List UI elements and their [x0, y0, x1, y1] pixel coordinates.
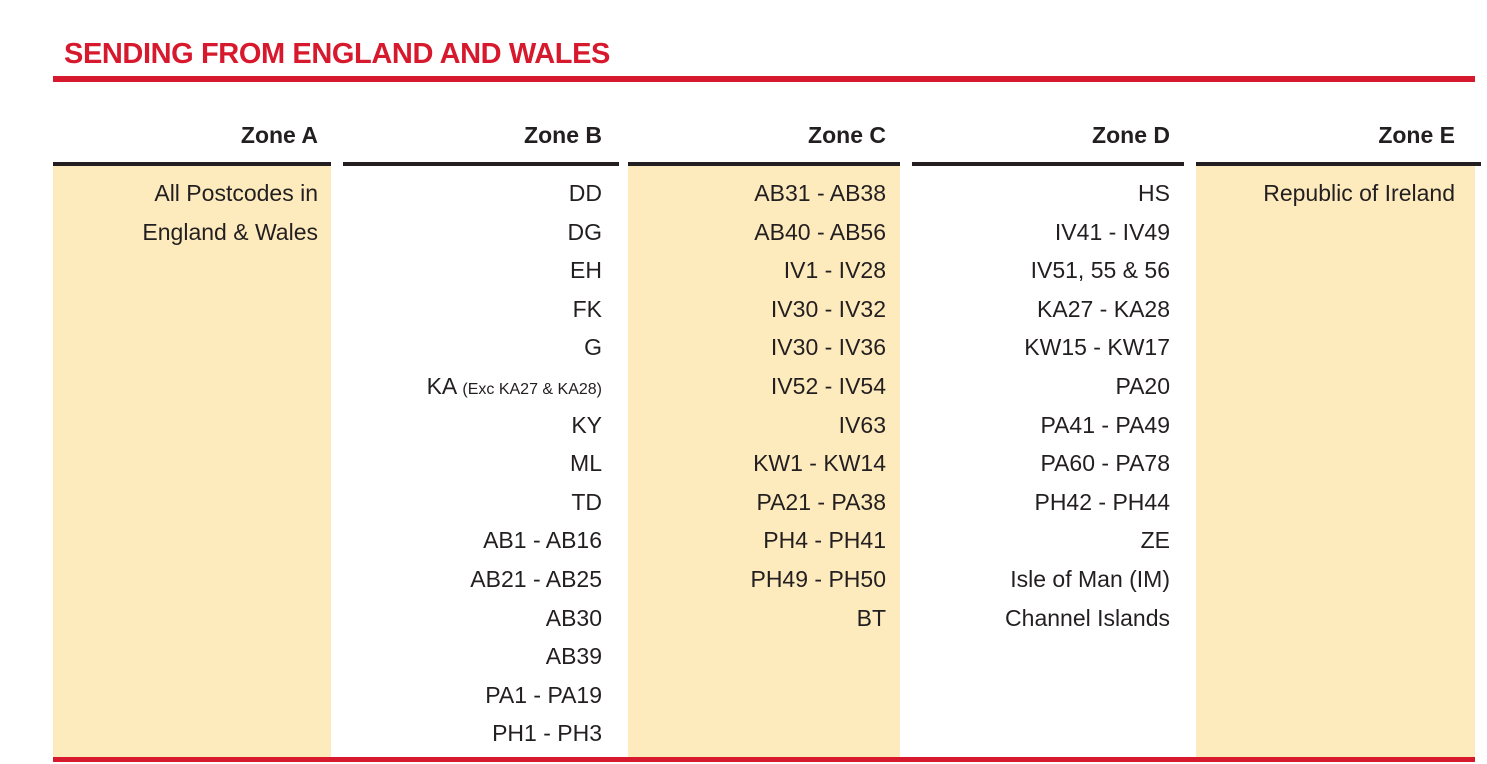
zone-e-header-rule [1196, 162, 1481, 166]
postcode-entry: TD [571, 488, 602, 515]
postcode-entry: EH [570, 257, 602, 284]
zone-a-header: Zone A [240, 122, 318, 148]
zone-c-header-rule [628, 162, 900, 166]
postcode-entry: PA1 - PA19 [485, 681, 602, 708]
zone-b-header: Zone B [524, 122, 602, 148]
postcode-entry: PH42 - PH44 [1034, 488, 1170, 515]
page-title: SENDING FROM ENGLAND AND WALES [64, 38, 610, 70]
postcode-entry: PA20 [1115, 372, 1170, 399]
postcode-entry: BT [856, 604, 886, 631]
postcode-entry: G [584, 334, 602, 361]
postcode-entry: KW15 - KW17 [1024, 334, 1170, 361]
zone-e-postcode-list [1263, 174, 1455, 213]
zone-a-postcode-list [142, 174, 318, 251]
postcode-entry: IV1 - IV28 [783, 257, 886, 284]
zone-d-postcode-list [1005, 174, 1170, 637]
postcode-entry: AB21 - AB25 [470, 565, 602, 592]
zone-d-header: Zone D [1092, 122, 1170, 148]
postcode-entry: ZE [1140, 527, 1170, 554]
postcode-entry: IV30 - IV36 [770, 334, 886, 361]
postcode-entry: Isle of Man (IM) [1010, 565, 1170, 592]
zone-a-header-rule [53, 162, 331, 166]
postcode-entry: All Postcodes in [154, 180, 318, 206]
postcode-entry: AB40 - AB56 [754, 218, 886, 245]
postcode-entry: PH1 - PH3 [492, 720, 602, 747]
postcode-entry: IV63 [838, 411, 886, 438]
zone-e-column-bg [1196, 166, 1475, 757]
postcode-entry: PA60 - PA78 [1040, 450, 1170, 477]
postcode-entry: AB30 [545, 604, 602, 631]
postcode-entry: Republic of Ireland [1263, 180, 1455, 206]
postcode-entry: IV51, 55 & 56 [1030, 257, 1170, 284]
postcode-entry: DD [568, 180, 602, 206]
zone-c-postcode-list [750, 174, 886, 637]
zone-d-header-rule [912, 162, 1184, 166]
postcode-entry: AB1 - AB16 [483, 527, 602, 554]
postcode-entry: ML [570, 450, 602, 477]
zone-b-header-rule [343, 162, 619, 166]
postcode-entry: England & Wales [142, 218, 318, 245]
postcode-entry: IV41 - IV49 [1054, 218, 1170, 245]
bottom-rule [53, 757, 1475, 762]
postcode-entry: PH49 - PH50 [750, 565, 886, 592]
postcode-entry: HS [1138, 180, 1170, 206]
zone-a-column-bg [53, 166, 331, 757]
postcode-entry: KA27 - KA28 [1037, 295, 1170, 322]
postcode-entry: PH4 - PH41 [763, 527, 886, 554]
postcode-entry: AB39 [545, 643, 602, 670]
postcode-entry: KY [571, 411, 602, 438]
postcode-entry: AB31 - AB38 [754, 180, 886, 206]
zone-e-header: Zone E [1378, 122, 1455, 148]
postcode-entry: Channel Islands [1005, 604, 1170, 631]
postcode-entry [427, 367, 602, 406]
postcode-entry: PA21 - PA38 [756, 488, 886, 515]
postcode-entry: KW1 - KW14 [753, 450, 886, 477]
postcode-entry: DG [567, 218, 602, 245]
zone-b-postcode-list [427, 174, 602, 753]
postcode-entry: FK [572, 295, 602, 322]
postcode-exception-note: (Exc KA27 & KA28) [462, 380, 602, 398]
postcode-area: KA [426, 372, 456, 399]
postcode-entry: IV52 - IV54 [770, 372, 886, 399]
postcode-entry: PA41 - PA49 [1040, 411, 1170, 438]
postcode-entry: IV30 - IV32 [770, 295, 886, 322]
title-rule [53, 76, 1475, 82]
zone-c-header: Zone C [808, 122, 886, 148]
